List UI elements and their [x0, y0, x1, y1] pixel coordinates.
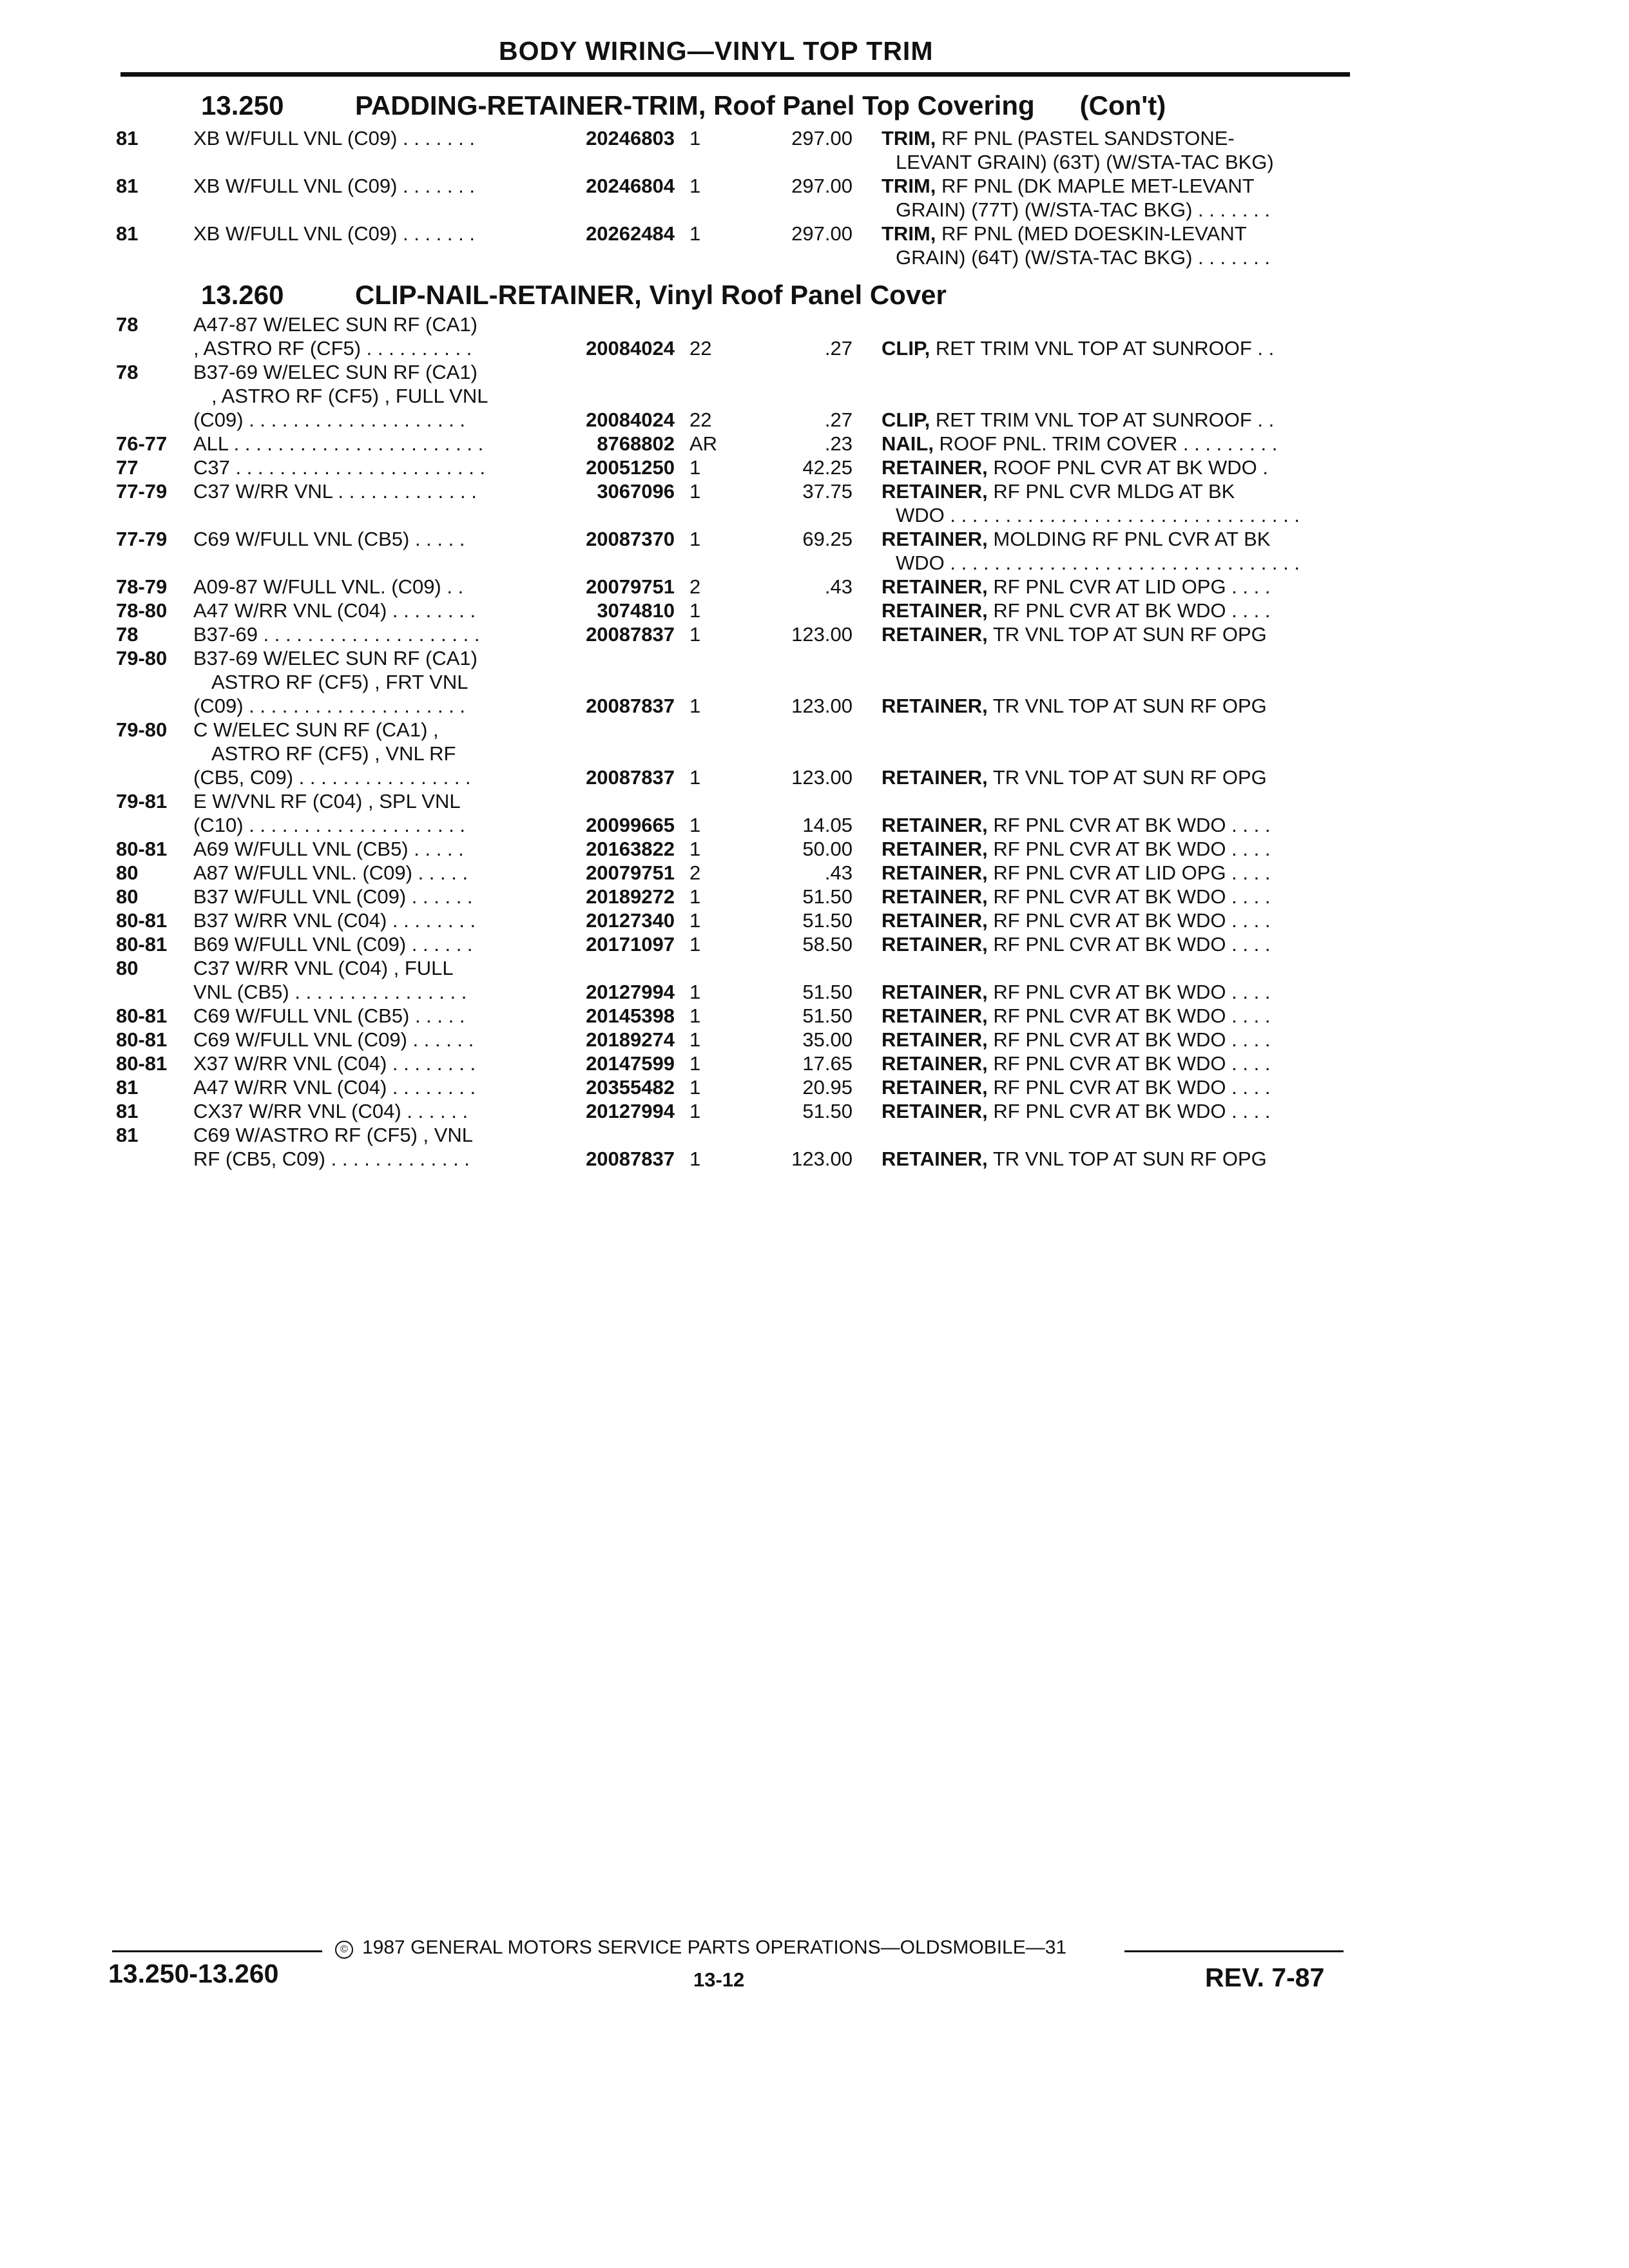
description-cell: [882, 1028, 1347, 1052]
table-row: [0, 575, 1629, 599]
description-keyword: TRIM,: [882, 127, 936, 149]
year-cell: 80-81: [116, 1028, 168, 1051]
price-cell: 51.50: [802, 1100, 853, 1122]
description-text: RF PNL (PASTEL SANDSTONE-: [936, 127, 1235, 149]
part-number-cell: 20099665: [586, 814, 675, 836]
model-cell: XB W/FULL VNL (C09) . . . . . . .: [193, 222, 475, 245]
footer-page-number: 13-12: [693, 1968, 745, 1991]
price-cell: .43: [824, 575, 853, 598]
price-cell: 51.50: [802, 885, 853, 908]
page-title: BODY WIRING—VINYL TOP TRIM: [499, 36, 934, 66]
section-description: Roof Panel Top Covering: [713, 90, 1035, 120]
footer-revision: REV. 7-87: [1205, 1963, 1325, 1992]
quantity-cell: 1: [689, 127, 701, 149]
table-row: [0, 432, 1629, 456]
description-cell: [882, 861, 1347, 885]
quantity-cell: 1: [689, 933, 701, 956]
description-text: TR VNL TOP AT SUN RF OPG: [987, 695, 1267, 717]
price-cell: 297.00: [791, 127, 853, 149]
description-text: RF PNL CVR MLDG AT BK: [987, 480, 1235, 503]
price-cell: 123.00: [791, 623, 853, 646]
description-keyword: RETAINER,: [882, 981, 988, 1003]
description-text: RF PNL (MED DOESKIN-LEVANT: [936, 222, 1247, 245]
quantity-cell: AR: [689, 432, 718, 455]
description-cell: [882, 336, 1347, 360]
part-number-cell: 20246804: [586, 175, 675, 197]
description-keyword: RETAINER,: [882, 838, 988, 860]
description-keyword: RETAINER,: [882, 1052, 988, 1075]
table-row: [0, 1147, 1629, 1171]
description-keyword: TRIM,: [882, 222, 936, 245]
copyright-icon: ©: [335, 1941, 353, 1959]
description-text: RF PNL CVR AT BK WDO . . . .: [987, 1004, 1271, 1027]
table-row: [0, 198, 1629, 222]
quantity-cell: 2: [689, 861, 701, 884]
model-cell: (C10) . . . . . . . . . . . . . . . . . . . .: [193, 814, 466, 836]
year-cell: 81: [116, 127, 139, 149]
model-cell: A47 W/RR VNL (C04) . . . . . . . .: [193, 1076, 476, 1099]
description-cell: [882, 479, 1347, 503]
model-cell: (CB5, C09) . . . . . . . . . . . . . . . .: [193, 766, 471, 789]
price-cell: 51.50: [802, 909, 853, 932]
model-cell: A09-87 W/FULL VNL. (C09) . .: [193, 575, 464, 598]
description-keyword: RETAINER,: [882, 456, 988, 479]
model-cell: ASTRO RF (CF5) , VNL RF: [211, 742, 456, 765]
footer-section-range: 13.250-13.260: [108, 1959, 279, 1988]
copyright-text: 1987 GENERAL MOTORS SERVICE PARTS OPERATIONS—OLDSMOBILE—31: [362, 1937, 1067, 1958]
model-cell: B37 W/FULL VNL (C09) . . . . . .: [193, 885, 473, 908]
year-cell: 80-81: [116, 933, 168, 956]
year-cell: 80: [116, 885, 139, 908]
year-cell: 78: [116, 623, 139, 646]
table-row: [0, 980, 1629, 1004]
table-row: [0, 646, 1629, 670]
table-row: [0, 765, 1629, 789]
quantity-cell: 1: [689, 480, 701, 503]
description-keyword: RETAINER,: [882, 1100, 988, 1122]
table-row: [0, 126, 1629, 150]
year-cell: 81: [116, 222, 139, 245]
description-cell: [882, 1099, 1347, 1123]
table-row: [0, 861, 1629, 885]
description-cell: [882, 1004, 1347, 1028]
part-number-cell: 20087370: [586, 528, 675, 550]
model-cell: C69 W/FULL VNL (CB5) . . . . .: [193, 1004, 465, 1027]
description-cell: [882, 575, 1347, 599]
table-row: [0, 694, 1629, 718]
description-cell: [896, 245, 1361, 269]
table-row: [0, 670, 1629, 694]
year-cell: 77: [116, 456, 139, 479]
model-cell: XB W/FULL VNL (C09) . . . . . . .: [193, 175, 475, 197]
description-text: RF PNL CVR AT BK WDO . . . .: [987, 814, 1271, 836]
description-text: RF PNL CVR AT BK WDO . . . .: [987, 981, 1271, 1003]
year-cell: 76-77: [116, 432, 168, 455]
quantity-cell: 1: [689, 695, 701, 717]
description-cell: [882, 837, 1347, 861]
description-cell: [882, 1052, 1347, 1075]
part-number-cell: 20127340: [586, 909, 675, 932]
quantity-cell: 1: [689, 599, 701, 622]
description-cell: [882, 908, 1347, 932]
description-cell: [882, 527, 1347, 551]
price-cell: .23: [824, 432, 853, 455]
description-text: LEVANT GRAIN) (63T) (W/STA-TAC BKG): [896, 151, 1274, 173]
price-cell: 14.05: [802, 814, 853, 836]
part-number-cell: 20087837: [586, 623, 675, 646]
description-text: RF PNL CVR AT BK WDO . . . .: [987, 933, 1271, 956]
part-number-cell: 20145398: [586, 1004, 675, 1027]
price-cell: 123.00: [791, 695, 853, 717]
quantity-cell: 1: [689, 981, 701, 1003]
quantity-cell: 1: [689, 909, 701, 932]
part-number-cell: 20087837: [586, 1148, 675, 1170]
model-cell: (C09) . . . . . . . . . . . . . . . . . . . .: [193, 695, 466, 717]
quantity-cell: 1: [689, 766, 701, 789]
year-cell: 80: [116, 861, 139, 884]
section-heading: [201, 90, 1166, 121]
year-cell: 79-80: [116, 718, 168, 741]
model-cell: C37 . . . . . . . . . . . . . . . . . . . . . . .: [193, 456, 486, 479]
model-cell: B37-69 . . . . . . . . . . . . . . . . . . . .: [193, 623, 480, 646]
description-text: RET TRIM VNL TOP AT SUNROOF . .: [930, 337, 1275, 360]
description-keyword: RETAINER,: [882, 575, 988, 598]
description-cell: [882, 126, 1347, 150]
year-cell: 81: [116, 1124, 139, 1146]
description-keyword: RETAINER,: [882, 623, 988, 646]
model-cell: A69 W/FULL VNL (CB5) . . . . .: [193, 838, 464, 860]
table-row: [0, 408, 1629, 432]
model-cell: X37 W/RR VNL (C04) . . . . . . . .: [193, 1052, 476, 1075]
description-text: RET TRIM VNL TOP AT SUNROOF . .: [930, 408, 1275, 431]
table-row: [0, 813, 1629, 837]
part-number-cell: 20189272: [586, 885, 675, 908]
price-cell: 123.00: [791, 1148, 853, 1170]
description-text: TR VNL TOP AT SUN RF OPG: [987, 623, 1267, 646]
table-row: [0, 503, 1629, 527]
description-text: MOLDING RF PNL CVR AT BK: [987, 528, 1271, 550]
description-text: ROOF PNL CVR AT BK WDO .: [987, 456, 1268, 479]
description-keyword: CLIP,: [882, 408, 930, 431]
title-rule: [120, 72, 1350, 77]
description-keyword: RETAINER,: [882, 1004, 988, 1027]
model-cell: B37 W/RR VNL (C04) . . . . . . . .: [193, 909, 476, 932]
section-number: 13.250: [201, 90, 284, 120]
description-cell: [896, 198, 1361, 222]
description-text: WDO . . . . . . . . . . . . . . . . . . . . . . . . . . . . . . . .: [896, 504, 1300, 526]
table-row: [0, 150, 1629, 174]
description-keyword: RETAINER,: [882, 814, 988, 836]
price-cell: 50.00: [802, 838, 853, 860]
table-row: [0, 527, 1629, 551]
part-number-cell: 20087837: [586, 695, 675, 717]
model-cell: A87 W/FULL VNL. (C09) . . . . .: [193, 861, 468, 884]
year-cell: 78: [116, 313, 139, 336]
price-cell: 123.00: [791, 766, 853, 789]
description-cell: [882, 1075, 1347, 1099]
description-keyword: RETAINER,: [882, 885, 988, 908]
table-row: [0, 837, 1629, 861]
table-row: [0, 336, 1629, 360]
description-text: RF PNL CVR AT BK WDO . . . .: [987, 909, 1271, 932]
description-cell: [882, 599, 1347, 622]
part-number-cell: 20246803: [586, 127, 675, 149]
quantity-cell: 1: [689, 222, 701, 245]
description-cell: [882, 622, 1347, 646]
table-row: [0, 1004, 1629, 1028]
quantity-cell: 1: [689, 885, 701, 908]
model-cell: , ASTRO RF (CF5) . . . . . . . . . .: [193, 337, 472, 360]
table-row: [0, 622, 1629, 646]
description-text: GRAIN) (77T) (W/STA-TAC BKG) . . . . . . .: [896, 198, 1270, 221]
part-number-cell: 8768802: [597, 432, 675, 455]
table-row: [0, 312, 1629, 336]
model-cell: RF (CB5, C09) . . . . . . . . . . . . .: [193, 1148, 470, 1170]
table-row: [0, 742, 1629, 765]
price-cell: 35.00: [802, 1028, 853, 1051]
footer-rule: [112, 1950, 322, 1952]
quantity-cell: 1: [689, 838, 701, 860]
description-text: GRAIN) (64T) (W/STA-TAC BKG) . . . . . . .: [896, 246, 1270, 269]
description-text: TR VNL TOP AT SUN RF OPG: [987, 1148, 1267, 1170]
quantity-cell: 1: [689, 528, 701, 550]
quantity-cell: 2: [689, 575, 701, 598]
table-row: [0, 174, 1629, 198]
description-cell: [882, 1147, 1347, 1171]
description-text: RF PNL CVR AT LID OPG . . . .: [987, 575, 1271, 598]
table-row: [0, 789, 1629, 813]
model-cell: A47-87 W/ELEC SUN RF (CA1): [193, 313, 477, 336]
description-keyword: RETAINER,: [882, 933, 988, 956]
description-cell: [882, 813, 1347, 837]
description-keyword: CLIP,: [882, 337, 930, 360]
description-keyword: RETAINER,: [882, 766, 988, 789]
year-cell: 81: [116, 1076, 139, 1099]
description-cell: [882, 765, 1347, 789]
quantity-cell: 1: [689, 1052, 701, 1075]
description-text: RF PNL CVR AT BK WDO . . . .: [987, 1052, 1271, 1075]
part-number-cell: 20147599: [586, 1052, 675, 1075]
part-number-cell: 3074810: [597, 599, 675, 622]
description-text: RF PNL CVR AT BK WDO . . . .: [987, 599, 1271, 622]
description-text: RF PNL CVR AT BK WDO . . . .: [987, 1076, 1271, 1099]
footer-rule: [1124, 1950, 1344, 1952]
model-cell: C37 W/RR VNL . . . . . . . . . . . . .: [193, 480, 477, 503]
table-row: [0, 1052, 1629, 1075]
price-cell: 297.00: [791, 222, 853, 245]
year-cell: 81: [116, 175, 139, 197]
table-row: [0, 908, 1629, 932]
table-row: [0, 1099, 1629, 1123]
price-cell: .43: [824, 861, 853, 884]
year-cell: 78-79: [116, 575, 168, 598]
model-cell: C69 W/ASTRO RF (CF5) , VNL: [193, 1124, 474, 1146]
table-row: [0, 222, 1629, 245]
description-keyword: RETAINER,: [882, 528, 988, 550]
price-cell: 37.75: [802, 480, 853, 503]
price-cell: .27: [824, 337, 853, 360]
table-row: [0, 360, 1629, 384]
quantity-cell: 1: [689, 1028, 701, 1051]
description-text: RF PNL CVR AT BK WDO . . . .: [987, 1028, 1271, 1051]
year-cell: 79-80: [116, 647, 168, 669]
description-keyword: RETAINER,: [882, 695, 988, 717]
part-number-cell: 20087837: [586, 766, 675, 789]
year-cell: 78-80: [116, 599, 168, 622]
description-text: TR VNL TOP AT SUN RF OPG: [987, 766, 1267, 789]
price-cell: 42.25: [802, 456, 853, 479]
description-cell: [896, 150, 1361, 174]
description-keyword: RETAINER,: [882, 480, 988, 503]
price-cell: 17.65: [802, 1052, 853, 1075]
description-cell: [896, 503, 1361, 527]
description-keyword: RETAINER,: [882, 861, 988, 884]
part-number-cell: 20355482: [586, 1076, 675, 1099]
quantity-cell: 22: [689, 337, 712, 360]
year-cell: 80-81: [116, 838, 168, 860]
year-cell: 80-81: [116, 1052, 168, 1075]
description-text: ROOF PNL. TRIM COVER . . . . . . . . .: [933, 432, 1278, 455]
section-heading: [201, 280, 947, 311]
description-cell: [882, 174, 1347, 198]
model-cell: B69 W/FULL VNL (C09) . . . . . .: [193, 933, 473, 956]
part-number-cell: 20079751: [586, 861, 675, 884]
description-keyword: RETAINER,: [882, 599, 988, 622]
quantity-cell: 1: [689, 623, 701, 646]
footer-copyright: [335, 1937, 1066, 1959]
description-text: WDO . . . . . . . . . . . . . . . . . . . . . . . . . . . . . . . .: [896, 552, 1300, 574]
description-cell: [882, 932, 1347, 956]
description-keyword: RETAINER,: [882, 909, 988, 932]
model-cell: B37-69 W/ELEC SUN RF (CA1): [193, 647, 477, 669]
table-row: [0, 1123, 1629, 1147]
part-number-cell: 20127994: [586, 1100, 675, 1122]
quantity-cell: 1: [689, 1100, 701, 1122]
model-cell: C37 W/RR VNL (C04) , FULL: [193, 957, 454, 979]
quantity-cell: 1: [689, 814, 701, 836]
section-description: Vinyl Roof Panel Cover: [649, 280, 947, 310]
model-cell: B37-69 W/ELEC SUN RF (CA1): [193, 361, 477, 383]
table-row: [0, 599, 1629, 622]
description-keyword: RETAINER,: [882, 1028, 988, 1051]
description-cell: [882, 456, 1347, 479]
description-cell: [882, 432, 1347, 456]
table-row: [0, 479, 1629, 503]
description-text: RF PNL CVR AT BK WDO . . . .: [987, 1100, 1271, 1122]
model-cell: ALL . . . . . . . . . . . . . . . . . . . . . . .: [193, 432, 484, 455]
section-name: CLIP-NAIL-RETAINER,: [355, 280, 642, 310]
year-cell: 77-79: [116, 480, 168, 503]
quantity-cell: 1: [689, 1076, 701, 1099]
description-cell: [882, 408, 1347, 432]
part-number-cell: 20084024: [586, 408, 675, 431]
year-cell: 80-81: [116, 1004, 168, 1027]
quantity-cell: 1: [689, 456, 701, 479]
year-cell: 80: [116, 957, 139, 979]
model-cell: XB W/FULL VNL (C09) . . . . . . .: [193, 127, 475, 149]
section-continued: (Con't): [1079, 90, 1166, 120]
part-number-cell: 20171097: [586, 933, 675, 956]
description-keyword: RETAINER,: [882, 1076, 988, 1099]
description-text: RF PNL CVR AT BK WDO . . . .: [987, 838, 1271, 860]
table-row: [0, 1028, 1629, 1052]
part-number-cell: 20163822: [586, 838, 675, 860]
model-cell: ASTRO RF (CF5) , FRT VNL: [211, 671, 468, 693]
model-cell: (C09) . . . . . . . . . . . . . . . . . . . .: [193, 408, 466, 431]
description-keyword: RETAINER,: [882, 1148, 988, 1170]
table-row: [0, 551, 1629, 575]
year-cell: 80-81: [116, 909, 168, 932]
year-cell: 79-81: [116, 790, 168, 812]
table-row: [0, 456, 1629, 479]
part-number-cell: 20189274: [586, 1028, 675, 1051]
description-cell: [882, 980, 1347, 1004]
part-number-cell: 3067096: [597, 480, 675, 503]
model-cell: , ASTRO RF (CF5) , FULL VNL: [211, 385, 488, 407]
price-cell: 69.25: [802, 528, 853, 550]
table-row: [0, 956, 1629, 980]
model-cell: CX37 W/RR VNL (C04) . . . . . .: [193, 1100, 468, 1122]
quantity-cell: 1: [689, 1004, 701, 1027]
part-number-cell: 20079751: [586, 575, 675, 598]
description-cell: [882, 885, 1347, 908]
table-row: [0, 1075, 1629, 1099]
year-cell: 78: [116, 361, 139, 383]
description-cell: [896, 551, 1361, 575]
table-row: [0, 384, 1629, 408]
model-cell: C W/ELEC SUN RF (CA1) ,: [193, 718, 439, 741]
description-cell: [882, 222, 1347, 245]
model-cell: C69 W/FULL VNL (CB5) . . . . .: [193, 528, 465, 550]
description-keyword: NAIL,: [882, 432, 934, 455]
quantity-cell: 1: [689, 1148, 701, 1170]
description-text: RF PNL (DK MAPLE MET-LEVANT: [936, 175, 1255, 197]
price-cell: 297.00: [791, 175, 853, 197]
quantity-cell: 1: [689, 175, 701, 197]
description-keyword: TRIM,: [882, 175, 936, 197]
section-name: PADDING-RETAINER-TRIM,: [355, 90, 706, 120]
table-row: [0, 245, 1629, 269]
description-cell: [882, 694, 1347, 718]
model-cell: VNL (CB5) . . . . . . . . . . . . . . . .: [193, 981, 467, 1003]
part-number-cell: 20262484: [586, 222, 675, 245]
table-row: [0, 885, 1629, 908]
part-number-cell: 20127994: [586, 981, 675, 1003]
part-number-cell: 20084024: [586, 337, 675, 360]
price-cell: 51.50: [802, 1004, 853, 1027]
table-row: [0, 932, 1629, 956]
part-number-cell: 20051250: [586, 456, 675, 479]
description-text: RF PNL CVR AT BK WDO . . . .: [987, 885, 1271, 908]
model-cell: A47 W/RR VNL (C04) . . . . . . . .: [193, 599, 476, 622]
price-cell: .27: [824, 408, 853, 431]
model-cell: E W/VNL RF (C04) , SPL VNL: [193, 790, 461, 812]
price-cell: 20.95: [802, 1076, 853, 1099]
price-cell: 51.50: [802, 981, 853, 1003]
year-cell: 77-79: [116, 528, 168, 550]
quantity-cell: 22: [689, 408, 712, 431]
price-cell: 58.50: [802, 933, 853, 956]
section-number: 13.260: [201, 280, 284, 310]
year-cell: 81: [116, 1100, 139, 1122]
model-cell: C69 W/FULL VNL (C09) . . . . . .: [193, 1028, 474, 1051]
description-text: RF PNL CVR AT LID OPG . . . .: [987, 861, 1271, 884]
table-row: [0, 718, 1629, 742]
